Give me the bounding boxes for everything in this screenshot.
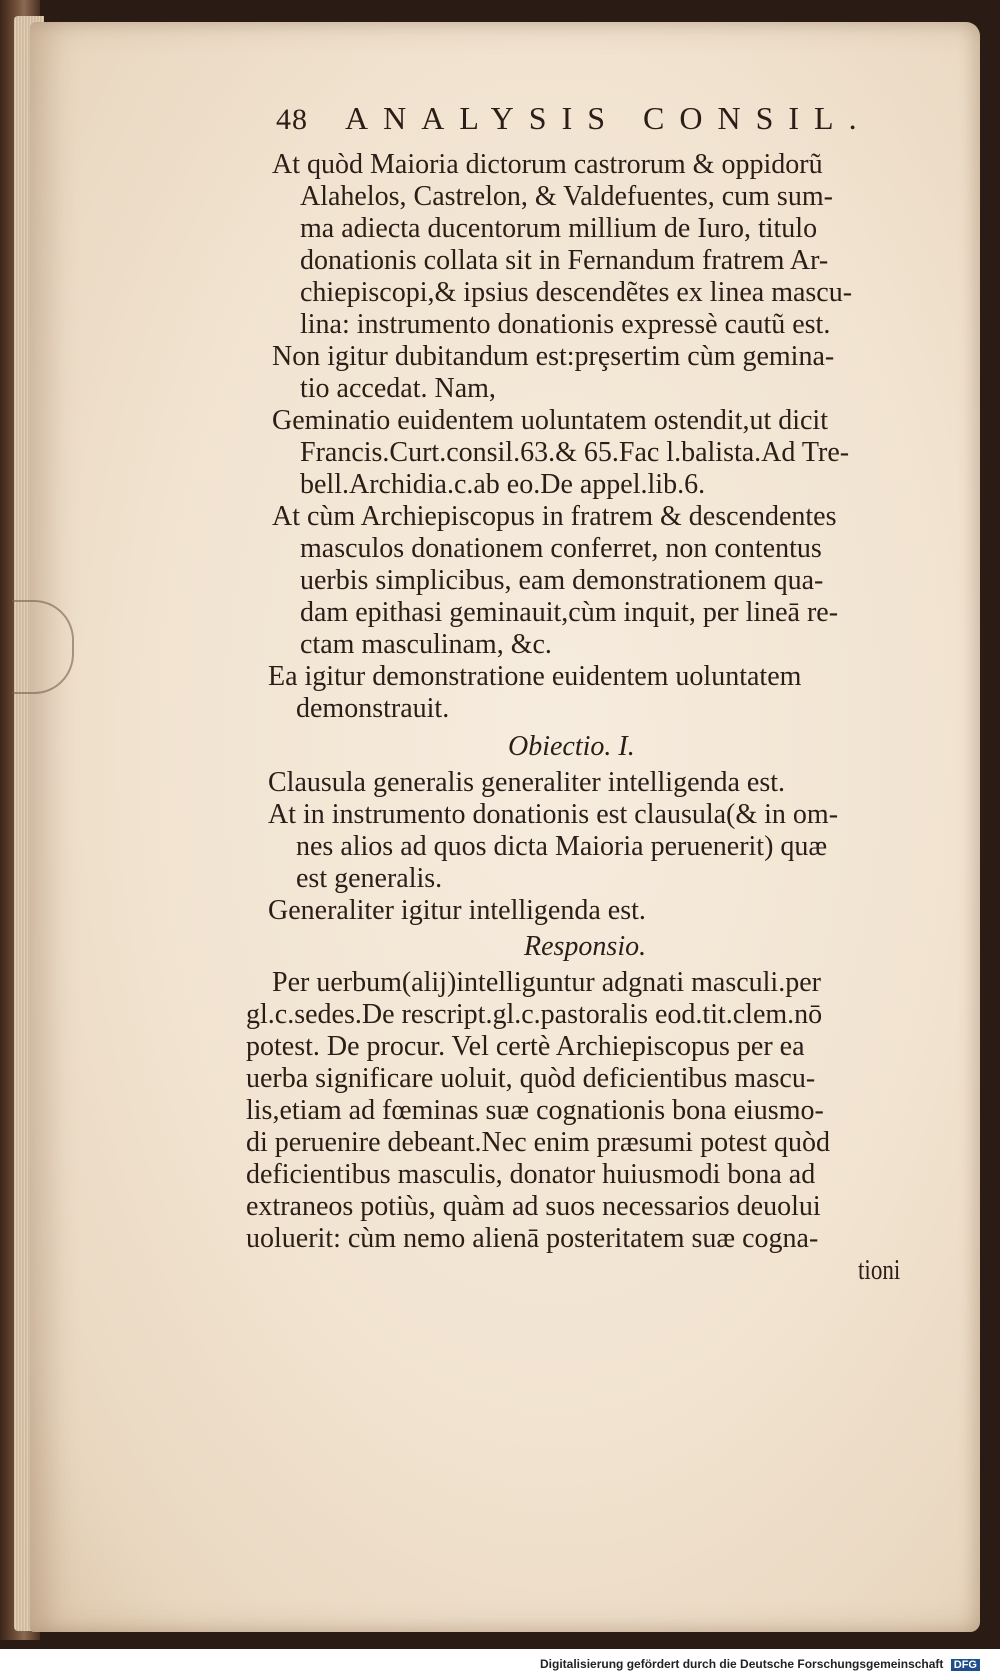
- text-line: Generaliter igitur intelligenda est.: [268, 895, 646, 926]
- text-line: Francis.Curt.consil.63.& 65.Fac l.balista.Ad Tre-: [300, 437, 850, 468]
- catchword: tioni: [858, 1255, 901, 1286]
- section-heading: Responsio.: [524, 931, 647, 962]
- text-line: lina: instrumento donationis expressè cautũ est.: [300, 309, 831, 340]
- text-line: bell.Archidia.c.ab eo.De appel.lib.6.: [300, 469, 706, 500]
- text-line: tio accedat. Nam,: [300, 373, 496, 404]
- text-line: potest. De procur. Vel certè Archiepiscopus per ea: [246, 1031, 805, 1062]
- text-line: Per uerbum(alij)intelliguntur adgnati masculi.per: [272, 967, 821, 998]
- text-line: Ea igitur demonstratione euidentem uoluntatem: [268, 661, 802, 692]
- section-heading: Obiectio. I.: [508, 731, 635, 762]
- text-line: dam epithasi geminauit,cùm inquit, per lineā re-: [300, 597, 839, 628]
- text-line: est generalis.: [296, 863, 443, 894]
- running-title: ANALYSIS CONSIL.: [345, 100, 872, 136]
- text-line: Geminatio euidentem uoluntatem ostendit,ut dicit: [272, 405, 828, 436]
- text-line: donationis collata sit in Fernandum fratrem Ar-: [300, 245, 829, 276]
- digitization-footer: [0, 1649, 1000, 1671]
- text-line: masculos donationem conferret, non contentus: [300, 533, 822, 564]
- text-line: Clausula generalis generaliter intelligenda est.: [268, 767, 786, 798]
- text-line: ctam masculinam, &c.: [300, 629, 552, 660]
- text-line: gl.c.sedes.De rescript.gl.c.pastoralis eod.tit.clem.nō: [246, 999, 823, 1030]
- text-line: nes alios ad quos dicta Maioria peruenerit) quæ: [296, 831, 828, 862]
- dfg-logo: DFG: [951, 1659, 980, 1671]
- text-line: lis,etiam ad fœminas suæ cognationis bona eiusmo-: [246, 1095, 824, 1126]
- text-line: ma adiecta ducentorum millium de Iuro, titulo: [300, 213, 818, 244]
- text-line: uerba significare uoluit, quòd deficientibus mascu-: [246, 1063, 816, 1094]
- text-line: Alahelos, Castrelon, & Valdefuentes, cum sum-: [300, 181, 833, 212]
- text-line: deficientibus masculis, donator huiusmodi bona ad: [246, 1159, 816, 1190]
- text-line: chiepiscopi,& ipsius descendẽtes ex linea mascu-: [300, 277, 853, 308]
- text-line: di peruenire debeant.Nec enim præsumi potest quòd: [246, 1127, 830, 1158]
- footer-credit: Digitalisierung gefördert durch die Deutsche Forschungsgemeinschaft: [540, 1657, 944, 1671]
- text-line: demonstrauit.: [296, 693, 450, 724]
- text-line: At cùm Archiepiscopus in fratrem & descendentes: [272, 501, 837, 532]
- page-number: 48: [276, 103, 308, 136]
- text-line: uerbis simplicibus, eam demonstrationem qua-: [300, 565, 824, 596]
- page-header: [276, 100, 872, 137]
- text-line: extraneos potiùs, quàm ad suos necessarios deuolui: [246, 1191, 821, 1222]
- text-line: Non igitur dubitandum est:prȩsertim cùm gemina-: [272, 341, 835, 372]
- text-line: At in instrumento donationis est clausula(& in om-: [268, 799, 839, 830]
- text-line: At quòd Maioria dictorum castrorum & oppidorũ: [272, 149, 823, 180]
- text-line: uoluerit: cùm nemo alienā posteritatem suæ cogna-: [246, 1223, 819, 1254]
